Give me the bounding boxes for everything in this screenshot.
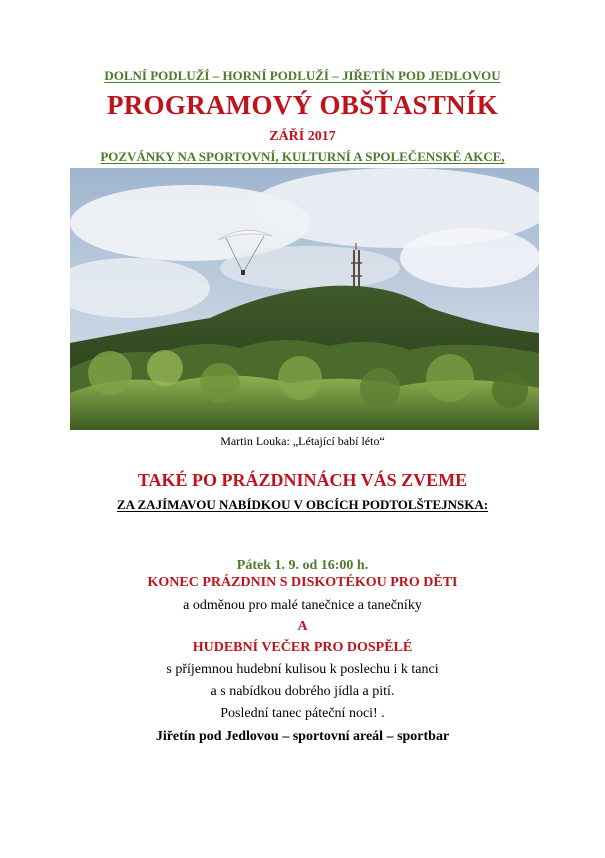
event-and: A	[297, 619, 308, 634]
event-title-adults: HUDEBNÍ VEČER PRO DOSPĚLÉ	[192, 640, 413, 655]
event-description-last-dance: Poslední tanec páteční noci! .	[220, 706, 385, 721]
event-description-music: s příjemnou hudební kulisou k poslechu i k tanci	[166, 662, 439, 677]
event-datetime: Pátek 1. 9. od 16:00 h.	[236, 558, 369, 573]
page-title: PROGRAMOVÝ OBŠŤASTNÍK	[106, 90, 499, 120]
event-location: Jiřetín pod Jedlovou – sportovní areál – sportbar	[155, 729, 450, 744]
event-reward-text: a odměnou pro malé tanečnice a tanečníky	[183, 598, 422, 613]
intro-subheading: ZA ZAJÍMAVOU NABÍDKOU V OBCÍCH PODTOLŠTEJNSKA:	[116, 497, 489, 512]
month-heading: ZÁŘÍ 2017	[269, 129, 336, 144]
photo-caption: Martin Louka: „Létající babí léto“	[220, 434, 385, 448]
event-description-food: a s nabídkou dobrého jídla a pití.	[210, 684, 395, 699]
invitations-heading: POZVÁNKY NA SPORTOVNÍ, KULTURNÍ A SPOLEČENSKÉ AKCE,	[100, 149, 505, 164]
intro-heading: TAKÉ PO PRÁZDNINÁCH VÁS ZVEME	[137, 470, 468, 490]
event-title-kids: KONEC PRÁZDNIN S DISKOTÉKOU PRO DĚTI	[147, 575, 458, 590]
landscape-photo	[70, 168, 539, 430]
villages-heading: DOLNÍ PODLUŽÍ – HORNÍ PODLUŽÍ – JIŘETÍN POD JEDLOVOU	[104, 68, 501, 83]
